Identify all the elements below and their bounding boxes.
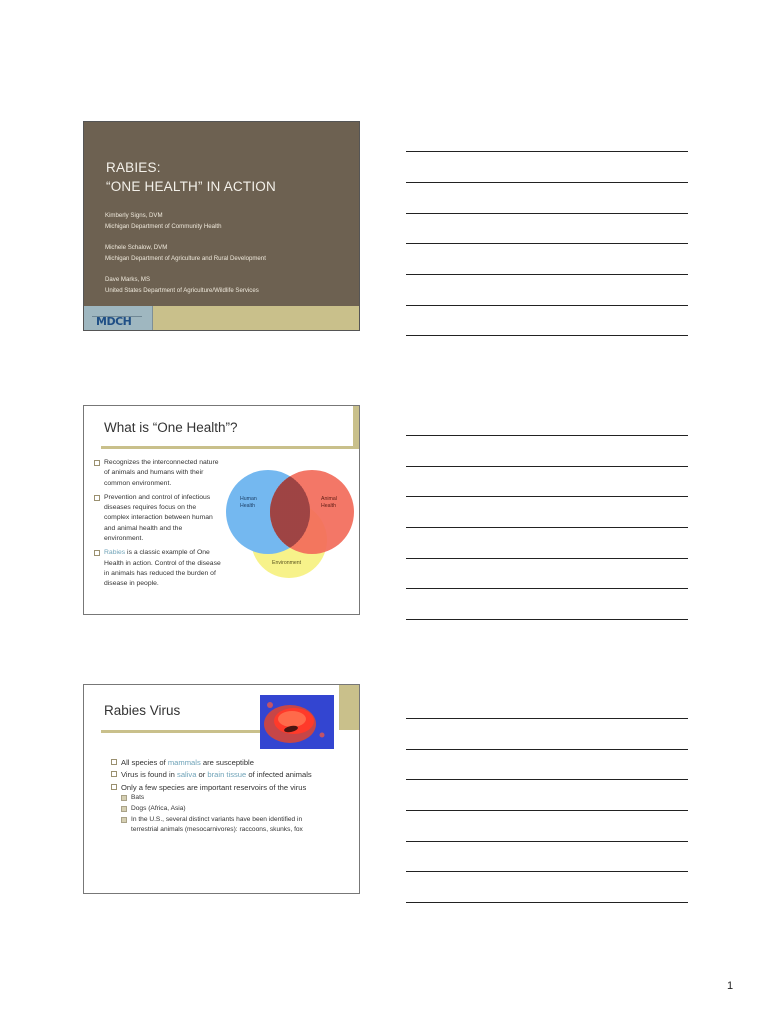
sub-bullet-box-icon bbox=[121, 817, 127, 823]
venn-label-animal-1: Animal bbox=[321, 496, 337, 502]
bullet-accent-text: saliva bbox=[177, 770, 197, 780]
bullet-text: Recognizes the interconnected nature of animals and humans with their common environment. bbox=[104, 459, 219, 487]
list-item bbox=[94, 493, 222, 544]
venn-label-human-1: Human bbox=[240, 496, 257, 502]
logo-text: MDCH bbox=[96, 315, 132, 328]
sub-list-item bbox=[121, 804, 326, 814]
note-line bbox=[406, 305, 688, 306]
sub-bullet-text: In the U.S., several distinct variants have been identified in terrestrial animals (mesocarnivores): raccoons, skunks, fox bbox=[131, 816, 303, 834]
bullet-text: or bbox=[196, 770, 208, 780]
slide3-title: Rabies Virus bbox=[104, 703, 181, 718]
bullet-text: Only a few species are important reservoirs of the virus bbox=[121, 782, 307, 792]
note-line bbox=[406, 274, 688, 275]
note-line bbox=[406, 810, 688, 811]
rabies-virus-micrograph bbox=[260, 695, 334, 749]
bullet-text: Virus is found in bbox=[121, 770, 178, 780]
sub-list-item bbox=[121, 815, 326, 835]
sub-bullet-text: Bats bbox=[131, 794, 145, 802]
note-line bbox=[406, 243, 688, 244]
note-line bbox=[406, 779, 688, 780]
note-line bbox=[406, 902, 688, 903]
author-name: Michele Schalow, DVM bbox=[105, 244, 168, 251]
note-line bbox=[406, 335, 688, 336]
one-health-venn-diagram bbox=[220, 470, 358, 582]
sub-bullet-text: Dogs (Africa, Asia) bbox=[131, 805, 186, 813]
bullet-box-icon bbox=[111, 759, 117, 765]
author-group bbox=[105, 210, 355, 232]
venn-label-environment: Environment bbox=[272, 560, 302, 566]
mdch-logo bbox=[84, 306, 153, 330]
venn-label-human-2: Health bbox=[240, 503, 255, 509]
sub-bullet-list bbox=[121, 793, 326, 835]
bullet-text: of infected animals bbox=[246, 770, 312, 780]
sub-list-item bbox=[121, 793, 326, 803]
bullet-box-icon bbox=[94, 460, 100, 466]
list-item bbox=[94, 548, 222, 589]
bullet-text: are susceptible bbox=[200, 758, 254, 767]
slide3-title-rule bbox=[101, 730, 263, 733]
bullet-text: Prevention and control of infectious diseases requires focus on the complex interaction between human and animal health and the environment. bbox=[104, 493, 213, 543]
note-line bbox=[406, 151, 688, 152]
list-item bbox=[111, 782, 326, 835]
slide-rabies-virus bbox=[83, 684, 360, 894]
list-item bbox=[111, 769, 326, 780]
note-line bbox=[406, 213, 688, 214]
slide2-title-rule bbox=[101, 446, 359, 449]
author-name: Kimberly Signs, DVM bbox=[105, 212, 163, 219]
author-group bbox=[105, 242, 355, 264]
bullet-box-icon bbox=[111, 784, 117, 790]
author-org: Michigan Department of Community Health bbox=[105, 223, 222, 230]
bullet-accent-text: mammals bbox=[167, 758, 201, 767]
slide1-title bbox=[106, 158, 276, 196]
slide3-side-rule bbox=[339, 685, 359, 730]
author-list bbox=[105, 210, 355, 306]
bullet-text: All species of bbox=[121, 758, 168, 767]
bullet-accent-text: Rabies bbox=[104, 549, 126, 557]
note-line bbox=[406, 435, 688, 436]
page-number: 1 bbox=[727, 980, 734, 992]
slide2-title: What is “One Health”? bbox=[104, 420, 238, 435]
note-line bbox=[406, 871, 688, 872]
sub-bullet-box-icon bbox=[121, 795, 127, 801]
slide3-bullet-list bbox=[111, 757, 326, 836]
slide1-title-line2: “ONE HEALTH” IN ACTION bbox=[106, 179, 276, 194]
note-line bbox=[406, 619, 688, 620]
list-item bbox=[111, 757, 326, 768]
sub-bullet-box-icon bbox=[121, 806, 127, 812]
venn-label-animal-2: Health bbox=[321, 503, 336, 509]
note-line bbox=[406, 496, 688, 497]
note-line bbox=[406, 718, 688, 719]
bullet-box-icon bbox=[111, 771, 117, 777]
slide1-title-line1: RABIES: bbox=[106, 160, 161, 175]
author-name: Dave Marks, MS bbox=[105, 276, 151, 283]
note-line bbox=[406, 588, 688, 589]
note-line bbox=[406, 558, 688, 559]
note-line bbox=[406, 749, 688, 750]
slide2-bullet-list bbox=[94, 458, 222, 594]
note-line bbox=[406, 841, 688, 842]
author-org: Michigan Department of Agriculture and Rural Development bbox=[105, 255, 266, 262]
note-line bbox=[406, 182, 688, 183]
slide2-side-rule bbox=[353, 406, 359, 446]
list-item bbox=[94, 458, 222, 489]
note-line bbox=[406, 527, 688, 528]
bullet-box-icon bbox=[94, 550, 100, 556]
author-org: United States Department of Agriculture/Wildlife Services bbox=[105, 287, 259, 294]
note-line bbox=[406, 466, 688, 467]
bullet-accent-text: brain tissue bbox=[207, 770, 247, 780]
slide-title bbox=[83, 121, 360, 331]
bullet-box-icon bbox=[94, 495, 100, 501]
bullet-text: is a classic example of One Health in action. Control of the disease in animals has reduced the burden of disease in people. bbox=[104, 549, 221, 588]
slide-one-health bbox=[83, 405, 360, 615]
author-group bbox=[105, 274, 355, 296]
